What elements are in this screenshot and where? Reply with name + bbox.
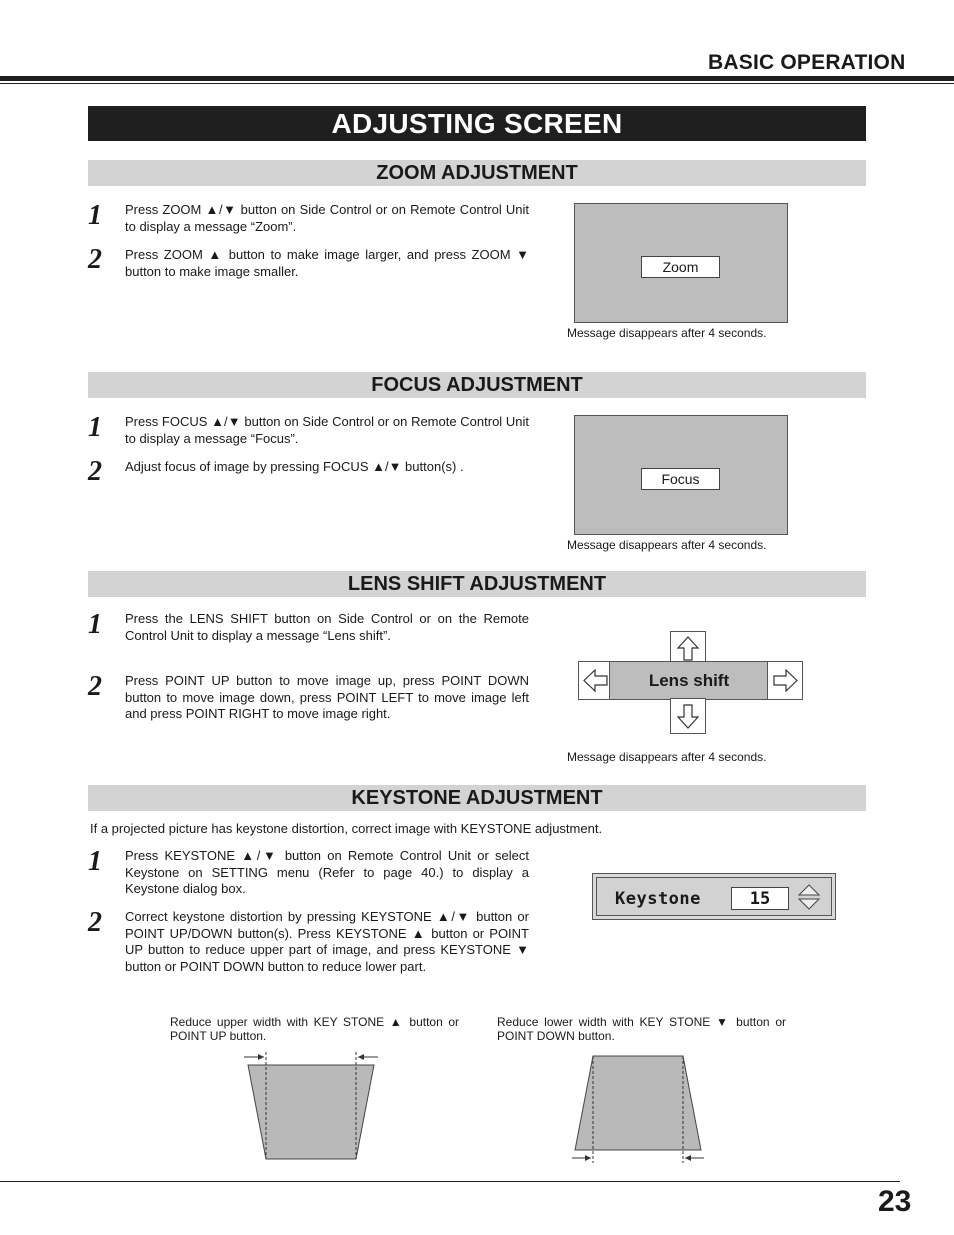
point-down-arrow-icon <box>670 698 706 734</box>
zoom-step-2-text: Press ZOOM ▲ button to make image larger, and press ZOOM ▼ button to make image smaller. <box>125 247 529 279</box>
keystone-dialog <box>592 873 836 920</box>
page-number: 23 <box>878 1185 912 1218</box>
page-title: ADJUSTING SCREEN <box>88 106 866 141</box>
keystone-step-1-text: Press KEYSTONE ▲/▼ button on Remote Control Unit or select Keystone on SETTING menu (Refer to page 40.) to display a Keystone dialog box. <box>125 848 529 896</box>
keystone-dialog-inner <box>596 877 832 916</box>
keystone-step-2-text: Correct keystone distortion by pressing KEYSTONE ▲/▼ button or POINT UP/DOWN button(s). Press KEYSTONE ▲ button or POINT UP button to reduce upper part of image, and press KEYSTONE ▼ button or POINT DOWN button to reduce lower part. <box>125 909 529 974</box>
keystone-dialog-value: 15 <box>731 887 789 910</box>
point-right-arrow-icon <box>767 661 803 700</box>
focus-caption: Message disappears after 4 seconds. <box>567 538 767 552</box>
header-rule-thin <box>0 83 954 84</box>
keystone-intro: If a projected picture has keystone distortion, correct image with KEYSTONE adjustment. <box>90 821 603 836</box>
lens-shift-step-2-number: 2 <box>88 671 102 702</box>
section-header: BASIC OPERATION <box>708 51 906 74</box>
zoom-step-1-number: 1 <box>88 200 102 231</box>
zoom-heading: ZOOM ADJUSTMENT <box>88 160 866 186</box>
lens-shift-step-1-text: Press the LENS SHIFT button on Side Control or on the Remote Control Unit to display a message “Lens shift”. <box>125 611 529 643</box>
focus-step-1-text: Press FOCUS ▲/▼ button on Side Control or on Remote Control Unit to display a message “Focus”. <box>125 414 529 446</box>
focus-step-1-number: 1 <box>88 412 102 443</box>
focus-screen-illustration <box>574 415 788 535</box>
keystone-step-1-number: 1 <box>88 846 102 877</box>
focus-heading: FOCUS ADJUSTMENT <box>88 372 866 398</box>
focus-step-2-text: Adjust focus of image by pressing FOCUS ▲/▼ button(s) . <box>125 459 464 474</box>
keystone-upper-reduction-diagram <box>240 1048 385 1166</box>
lens-shift-heading: LENS SHIFT ADJUSTMENT <box>88 571 866 597</box>
up-down-stepper-icon <box>797 883 821 911</box>
keystone-lower-reduction-diagram <box>568 1048 713 1166</box>
keystone-step-2-number: 2 <box>88 907 102 938</box>
lens-shift-step-2-text: Press POINT UP button to move image up, press POINT DOWN button to move image down, press POINT LEFT to move image left and press POINT RIGHT to move image right. <box>125 673 529 721</box>
focus-message-box: Focus <box>641 468 720 490</box>
zoom-caption: Message disappears after 4 seconds. <box>567 326 767 340</box>
lens-shift-caption: Message disappears after 4 seconds. <box>567 750 767 764</box>
keystone-lower-caption: Reduce lower width with KEY STONE ▼ button or POINT DOWN button. <box>497 1015 786 1043</box>
zoom-step-2-number: 2 <box>88 244 102 275</box>
keystone-heading: KEYSTONE ADJUSTMENT <box>88 785 866 811</box>
focus-step-2-number: 2 <box>88 456 102 487</box>
keystone-dialog-label: Keystone <box>615 889 701 909</box>
footer-rule <box>0 1181 900 1182</box>
zoom-message-box: Zoom <box>641 256 720 278</box>
keystone-upper-caption: Reduce upper width with KEY STONE ▲ button or POINT UP button. <box>170 1015 459 1043</box>
zoom-step-1-text: Press ZOOM ▲/▼ button on Side Control or on Remote Control Unit to display a message “Zoom”. <box>125 202 529 234</box>
header-rule-thick <box>0 76 954 81</box>
zoom-screen-illustration <box>574 203 788 323</box>
lens-shift-message-bar: Lens shift <box>609 661 769 700</box>
lens-shift-step-1-number: 1 <box>88 609 102 640</box>
